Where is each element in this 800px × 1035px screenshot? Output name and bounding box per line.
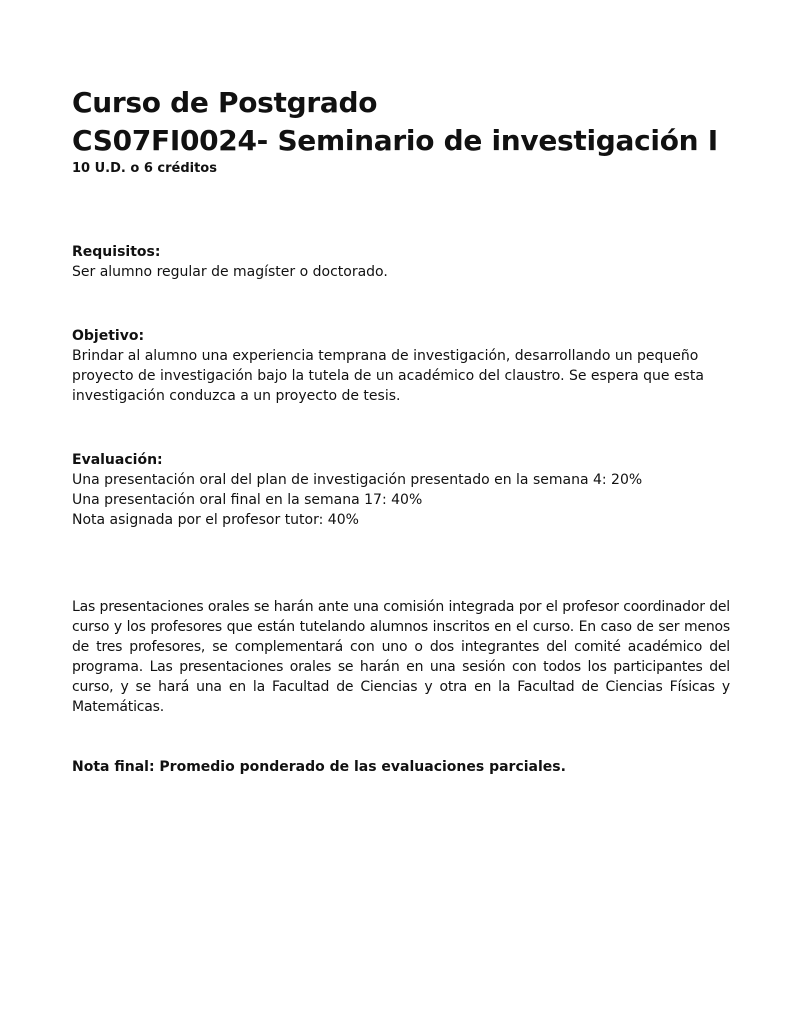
presentaciones-text: Las presentaciones orales se harán ante una comisión integrada por el profesor coordinador del curso y los profesores que están tutelando alumnos inscritos en el curso. En caso de ser menos de tres profesores, se complementará con uno o dos integrantes del comité académico del programa. Las presentaciones orales se harán en una sesión con todos los participantes del curso, y se hará una en la Facultad de Ciencias y otra en la Facultad de Ciencias Físicas y Matemáticas. bbox=[72, 599, 730, 715]
title-line-2: CS07FI0024- Seminario de investigación I bbox=[72, 124, 718, 157]
nota-final-section bbox=[72, 757, 730, 777]
evaluacion-section bbox=[72, 450, 730, 530]
objetivo-text: Brindar al alumno una experiencia temprana de investigación, desarrollando un pequeño proyecto de investigación bajo la tutela de un académico del claustro. Se espera que esta investigación conduzca a un proyecto de tesis. bbox=[72, 348, 704, 404]
credits-subtitle: 10 U.D. o 6 créditos bbox=[72, 161, 217, 176]
page-title bbox=[72, 84, 730, 160]
objetivo-label: Objetivo: bbox=[72, 328, 145, 344]
document-header bbox=[72, 84, 730, 178]
objetivo-section bbox=[72, 326, 730, 406]
evaluacion-label: Evaluación: bbox=[72, 452, 163, 468]
requisitos-label: Requisitos: bbox=[72, 244, 161, 260]
evaluacion-item: Una presentación oral del plan de investigación presentado en la semana 4: 20% bbox=[72, 472, 643, 488]
requisitos-section bbox=[72, 242, 730, 282]
title-line-1: Curso de Postgrado bbox=[72, 86, 378, 119]
presentaciones-section bbox=[72, 597, 730, 717]
nota-final-text: Nota final: Promedio ponderado de las evaluaciones parciales. bbox=[72, 759, 566, 775]
evaluacion-item: Una presentación oral final en la semana 17: 40% bbox=[72, 492, 423, 508]
evaluacion-item: Nota asignada por el profesor tutor: 40% bbox=[72, 512, 359, 528]
requisitos-text: Ser alumno regular de magíster o doctorado. bbox=[72, 264, 388, 280]
